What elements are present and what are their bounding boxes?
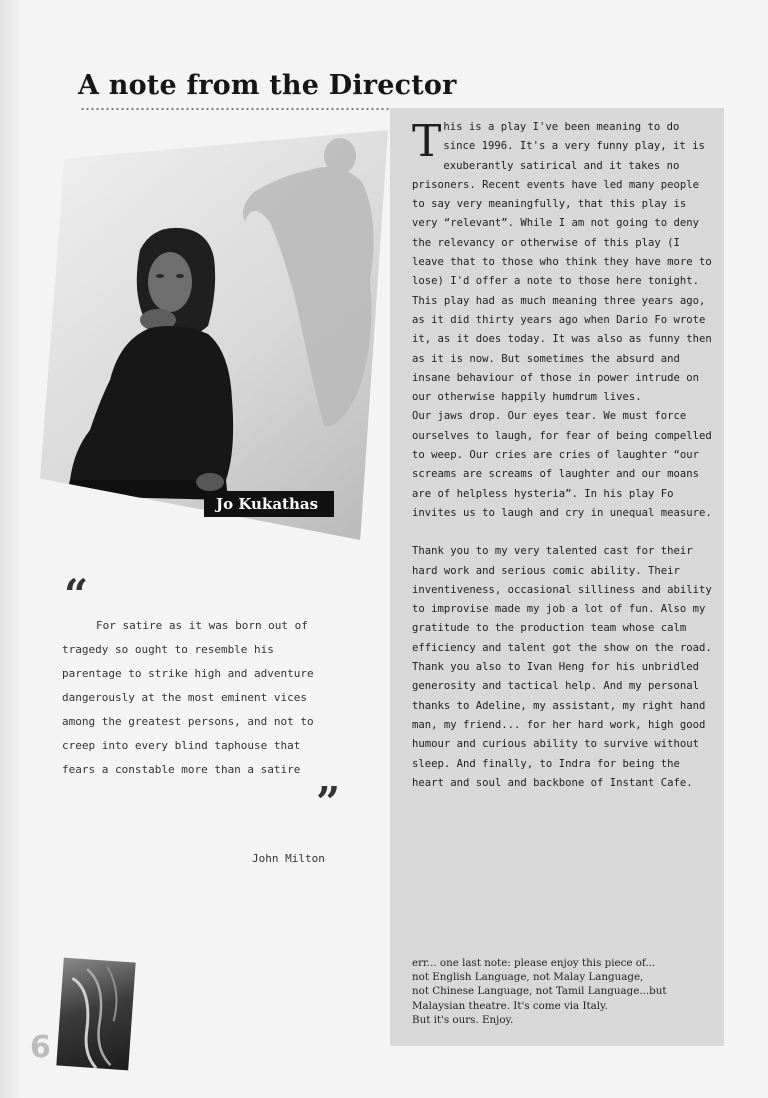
page-binding-edge — [0, 0, 22, 1098]
page-title: A note from the Director — [78, 70, 457, 101]
name-tag: Jo Kukathas — [204, 491, 334, 517]
director-photo-image — [40, 130, 388, 540]
open-quote-mark: “ — [64, 570, 89, 619]
close-quote-mark: ” — [316, 778, 341, 827]
letter-postscript: err... one last note: please enjoy this piece of... not English Language, not Malay Language, not Chinese Language, not Tamil Language...but Malaysian theatre. It's come via Italy. But it's ours. Enjoy. — [412, 957, 667, 1026]
footer-photo-illustration — [56, 958, 135, 1071]
quote-first-line: For satire as it was born out of — [96, 619, 308, 632]
quote-text — [62, 614, 338, 782]
quote-body: tragedy so ought to resemble his parentage to strike high and adventure dangerously at the most eminent vices among the greatest persons, and not to creep into every blind taphouse that fears a constable more than a satire — [62, 643, 314, 776]
letter-paragraph-1 — [412, 118, 712, 407]
portrait-illustration — [40, 130, 388, 540]
quote-author: John Milton — [252, 852, 325, 865]
letter-paragraph-2: Our jaws drop. Our eyes tear. We must force ourselves to laugh, for fear of being compelled to weep. Our cries are cries of laughter “our screams are screams of laughter and our moans are of helpless hysteria”. In his play Fo invites us to laugh and cry in unequal measure. — [412, 410, 712, 519]
director-letter — [412, 118, 712, 793]
letter-paragraph-3: Thank you to my very talented cast for their hard work and serious comic ability. Their inventiveness, occasional silliness and ability to improvise made my job a lot of fun. Also my gratitude to the production team whose calm efficiency and talent got the show on the road. Thank you also to Ivan Heng for his unbridled generosity and tactical help. And my personal thanks to Adeline, my assistant, my right hand man, my friend... for her hard work, high good humour and curious ability to survive without sleep. And finally, to Indra for being the heart and soul and backbone of Instant Cafe. — [412, 545, 712, 789]
letter-paragraph-1-text: his is a play I've been meaning to do since 1996. It's a very funny play, it is exuberantly satirical and it takes no prisoners. Recent events have led many people to say very meaningfully, that this play is very “relevant”. While I am not going to deny the relevancy or otherwise of this play (I leave that to those who think they have more to lose) I'd offer a note to those here tonight. This play had as much meaning three years ago, as it did thirty years ago when Dario Fo wrote it, as it does today. It was also as funny then as it is now. But sometimes the absurd and insane behaviour of those in power intrude on our otherwise happily humdrum lives. — [412, 121, 712, 404]
footer-photo — [56, 958, 135, 1071]
dotted-rule — [80, 107, 390, 111]
page-number: 6 — [30, 1030, 51, 1065]
drop-cap: T — [412, 116, 442, 167]
director-photo — [40, 130, 388, 540]
